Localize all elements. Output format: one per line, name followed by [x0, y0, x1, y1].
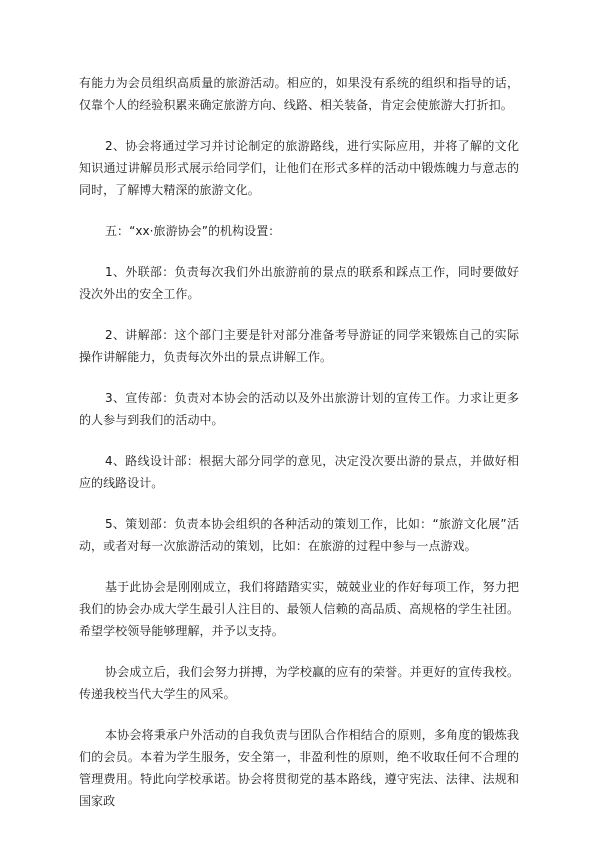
document-body	[79, 72, 519, 831]
paragraph-continuation: 有能力为会员组织高质量的旅游活动。相应的，如果没有系统的组织和指导的话，仅靠个人的经验积累来确定旅游方向、线路、相关装备，肯定会使旅游大打折扣。	[79, 76, 519, 112]
paragraph-dept-liaison: 1、外联部：负责每次我们外出旅游前的景点的联系和踩点工作，同时要做好没次外出的安全工作。	[79, 265, 519, 301]
paragraph-dept-publicity: 3、宣传部：负责对本协会的活动以及外出旅游计划的宣传工作。力求让更多的人参与到我们的活动中。	[79, 391, 519, 427]
paragraph-dept-route-design: 4、路线设计部：根据大部分同学的意见，决定没次要出游的景点，并做好相应的线路设计。	[79, 454, 519, 490]
paragraph-honor: 协会成立后，我们会努力拼搏，为学校赢的应有的荣誉。并更好的宣传我校。传递我校当代大学生的风采。	[79, 665, 519, 701]
paragraph-item-2-route: 2、协会将通过学习并讨论制定的旅游路线，进行实际应用，并将了解的文化知识通过讲解员形式展示给同学们，让他们在形式多样的活动中锻炼魄力与意志的同时，了解博大精深的旅游文化。	[79, 139, 519, 197]
section-heading-structure: 五：“xx·旅游协会”的机构设置：	[105, 224, 281, 238]
paragraph-dept-guide: 2、讲解部：这个部门主要是针对部分准备考导游证的同学来锻炼自己的实际操作讲解能力，负责每次外出的景点讲解工作。	[79, 328, 519, 364]
paragraph-commitment: 基于此协会是刚刚成立，我们将踏踏实实，兢兢业业的作好每项工作，努力把我们的协会办成大学生最引人注目的、最领人信赖的高品质、高规格的学生社团。希望学校领导能够理解，并予以支持。	[79, 580, 519, 638]
paragraph-dept-planning: 5、策划部：负责本协会组织的各种活动的策划工作，比如：“旅游文化展”活动，或者对每一次旅游活动的策划，比如：在旅游的过程中参与一点游戏。	[79, 517, 519, 553]
paragraph-principles: 本协会将秉承户外活动的自我负责与团队合作相结合的原则，多角度的锻炼我们的会员。本着为学生服务，安全第一，非盈利性的原则，绝不收取任何不合理的管理费用。特此向学校承诺。协会将贯彻党的基本路线，遵守宪法、法律、法规和国家政	[79, 728, 519, 808]
